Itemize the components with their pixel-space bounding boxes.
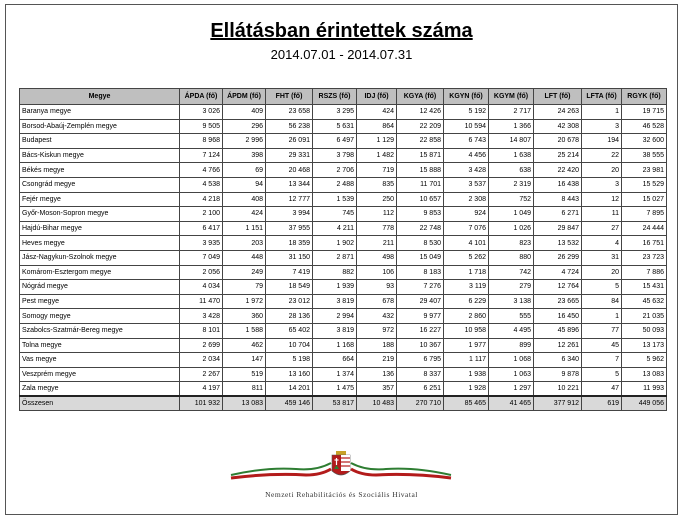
table-cell: 136 — [357, 367, 397, 382]
table-cell: 8 337 — [397, 367, 444, 382]
table-header-row — [20, 89, 667, 105]
table-cell: 23 723 — [622, 250, 667, 265]
table-cell: 250 — [357, 192, 397, 207]
table-cell: 719 — [357, 163, 397, 178]
table-row — [20, 250, 667, 265]
table-cell: 42 308 — [534, 119, 582, 134]
table-cell: 9 505 — [180, 119, 223, 134]
table-cell: 752 — [489, 192, 534, 207]
table-cell: 880 — [489, 250, 534, 265]
table-cell: 6 229 — [444, 294, 489, 309]
table-cell: 12 — [582, 192, 622, 207]
table-cell: 12 261 — [534, 338, 582, 353]
table-row — [20, 148, 667, 163]
total-label: Összesen — [20, 396, 180, 411]
table-cell: 4 724 — [534, 265, 582, 280]
table-cell: 1 049 — [489, 207, 534, 222]
date-range: 2014.07.01 - 2014.07.31 — [270, 47, 413, 62]
county-name: Csongrád megye — [20, 177, 180, 192]
table-cell: 778 — [357, 221, 397, 236]
table-cell: 13 160 — [266, 367, 313, 382]
table-cell: 864 — [357, 119, 397, 134]
table-cell: 22 748 — [397, 221, 444, 236]
table-cell: 45 632 — [622, 294, 667, 309]
table-cell: 1 475 — [313, 382, 357, 397]
total-cell: 449 056 — [622, 396, 667, 411]
table-cell: 4 495 — [489, 323, 534, 338]
table-cell: 742 — [489, 265, 534, 280]
table-cell: 678 — [357, 294, 397, 309]
table-cell: 899 — [489, 338, 534, 353]
table-cell: 835 — [357, 177, 397, 192]
table-cell: 249 — [223, 265, 266, 280]
table-cell: 20 — [582, 163, 622, 178]
table-cell: 13 344 — [266, 177, 313, 192]
table-cell: 409 — [223, 105, 266, 120]
table-cell: 16 751 — [622, 236, 667, 251]
column-header: RGYK (fő) — [622, 89, 667, 105]
table-cell: 972 — [357, 323, 397, 338]
county-name: Bács-Kiskun megye — [20, 148, 180, 163]
table-cell: 1 129 — [357, 134, 397, 149]
column-header: RSZS (fő) — [313, 89, 357, 105]
table-cell: 29 847 — [534, 221, 582, 236]
table-cell: 357 — [357, 382, 397, 397]
county-name: Pest megye — [20, 294, 180, 309]
table-cell: 11 — [582, 207, 622, 222]
table-cell: 10 367 — [397, 338, 444, 353]
table-cell: 29 331 — [266, 148, 313, 163]
table-cell: 15 888 — [397, 163, 444, 178]
table-cell: 56 238 — [266, 119, 313, 134]
table-cell: 279 — [489, 280, 534, 295]
table-cell: 424 — [357, 105, 397, 120]
table-cell: 3 994 — [266, 207, 313, 222]
table-cell: 360 — [223, 309, 266, 324]
table-cell: 69 — [223, 163, 266, 178]
county-name: Békés megye — [20, 163, 180, 178]
table-cell: 14 807 — [489, 134, 534, 149]
table-cell: 4 197 — [180, 382, 223, 397]
table-cell: 32 600 — [622, 134, 667, 149]
table-cell: 3 295 — [313, 105, 357, 120]
total-cell: 459 146 — [266, 396, 313, 411]
table-cell: 1 638 — [489, 148, 534, 163]
total-cell: 377 912 — [534, 396, 582, 411]
table-cell: 519 — [223, 367, 266, 382]
table-cell: 6 417 — [180, 221, 223, 236]
table-cell: 4 211 — [313, 221, 357, 236]
table-cell: 106 — [357, 265, 397, 280]
table-cell: 112 — [357, 207, 397, 222]
table-cell: 6 340 — [534, 353, 582, 368]
table-cell: 18 359 — [266, 236, 313, 251]
table-cell: 22 420 — [534, 163, 582, 178]
county-name: Komárom-Esztergom megye — [20, 265, 180, 280]
table-cell: 5 631 — [313, 119, 357, 134]
table-cell: 25 214 — [534, 148, 582, 163]
table-cell: 398 — [223, 148, 266, 163]
table-cell: 23 981 — [622, 163, 667, 178]
column-header: KGYA (fő) — [397, 89, 444, 105]
table-cell: 3 935 — [180, 236, 223, 251]
column-header: KGYN (fő) — [444, 89, 489, 105]
table-row — [20, 221, 667, 236]
table-row — [20, 236, 667, 251]
table-cell: 3 — [582, 177, 622, 192]
table-cell: 203 — [223, 236, 266, 251]
table-cell: 22 — [582, 148, 622, 163]
table-cell: 77 — [582, 323, 622, 338]
table-cell: 7 — [582, 353, 622, 368]
table-cell: 147 — [223, 353, 266, 368]
table-cell: 2 706 — [313, 163, 357, 178]
total-cell: 85 465 — [444, 396, 489, 411]
table-cell: 4 456 — [444, 148, 489, 163]
table-cell: 4 034 — [180, 280, 223, 295]
table-row — [20, 367, 667, 382]
table-cell: 13 083 — [622, 367, 667, 382]
table-cell: 2 267 — [180, 367, 223, 382]
table-cell: 5 — [582, 367, 622, 382]
table-cell: 31 — [582, 250, 622, 265]
table-cell: 2 996 — [223, 134, 266, 149]
table-row — [20, 309, 667, 324]
table-cell: 2 994 — [313, 309, 357, 324]
table-cell: 5 962 — [622, 353, 667, 368]
table-cell: 3 798 — [313, 148, 357, 163]
column-header: FHT (fő) — [266, 89, 313, 105]
table-cell: 823 — [489, 236, 534, 251]
table-cell: 23 665 — [534, 294, 582, 309]
table-cell: 424 — [223, 207, 266, 222]
table-cell: 15 871 — [397, 148, 444, 163]
table-cell: 84 — [582, 294, 622, 309]
table-cell: 5 192 — [444, 105, 489, 120]
total-cell: 53 817 — [313, 396, 357, 411]
total-cell: 41 465 — [489, 396, 534, 411]
table-cell: 24 444 — [622, 221, 667, 236]
table-cell: 16 438 — [534, 177, 582, 192]
table-cell: 555 — [489, 309, 534, 324]
table-cell: 20 468 — [266, 163, 313, 178]
column-header: LFTA (fő) — [582, 89, 622, 105]
table-cell: 7 886 — [622, 265, 667, 280]
column-header: KGYM (fő) — [489, 89, 534, 105]
total-cell: 13 083 — [223, 396, 266, 411]
table-cell: 26 299 — [534, 250, 582, 265]
table-cell: 26 091 — [266, 134, 313, 149]
table-cell: 3 138 — [489, 294, 534, 309]
table-cell: 1 939 — [313, 280, 357, 295]
county-name: Baranya megye — [20, 105, 180, 120]
table-cell: 1 297 — [489, 382, 534, 397]
table-cell: 1 — [582, 309, 622, 324]
table-cell: 3 537 — [444, 177, 489, 192]
table-cell: 19 715 — [622, 105, 667, 120]
table-cell: 1 938 — [444, 367, 489, 382]
table-cell: 194 — [582, 134, 622, 149]
table-cell: 8 443 — [534, 192, 582, 207]
table-cell: 47 — [582, 382, 622, 397]
table-cell: 15 027 — [622, 192, 667, 207]
table-cell: 23 012 — [266, 294, 313, 309]
org-name: Nemzeti Rehabilitációs és Szociális Hivatal — [265, 490, 418, 499]
table-cell: 7 076 — [444, 221, 489, 236]
table-cell: 5 262 — [444, 250, 489, 265]
total-cell: 619 — [582, 396, 622, 411]
table-row — [20, 265, 667, 280]
table-cell: 10 958 — [444, 323, 489, 338]
column-header: IDJ (fő) — [357, 89, 397, 105]
table-cell: 9 977 — [397, 309, 444, 324]
county-name: Veszprém megye — [20, 367, 180, 382]
table-cell: 22 858 — [397, 134, 444, 149]
table-cell: 1 977 — [444, 338, 489, 353]
table-cell: 14 201 — [266, 382, 313, 397]
table-cell: 2 871 — [313, 250, 357, 265]
table-cell: 18 549 — [266, 280, 313, 295]
table-cell: 12 426 — [397, 105, 444, 120]
table-cell: 1 374 — [313, 367, 357, 382]
table-cell: 10 221 — [534, 382, 582, 397]
table-cell: 6 795 — [397, 353, 444, 368]
table-cell: 664 — [313, 353, 357, 368]
report-page — [5, 4, 678, 515]
table-cell: 3 119 — [444, 280, 489, 295]
column-header: ÁPDA (fő) — [180, 89, 223, 105]
county-name: Tolna megye — [20, 338, 180, 353]
table-cell: 4 101 — [444, 236, 489, 251]
table-cell: 6 743 — [444, 134, 489, 149]
table-cell: 1 — [582, 105, 622, 120]
table-cell: 23 658 — [266, 105, 313, 120]
table-cell: 6 497 — [313, 134, 357, 149]
table-row — [20, 353, 667, 368]
total-cell: 10 483 — [357, 396, 397, 411]
table-cell: 16 227 — [397, 323, 444, 338]
table-cell: 7 124 — [180, 148, 223, 163]
table-cell: 498 — [357, 250, 397, 265]
table-cell: 93 — [357, 280, 397, 295]
table-cell: 4 218 — [180, 192, 223, 207]
county-name: Hajdú-Bihar megye — [20, 221, 180, 236]
table-row — [20, 177, 667, 192]
table-cell: 1 482 — [357, 148, 397, 163]
table-cell: 1 168 — [313, 338, 357, 353]
table-cell: 211 — [357, 236, 397, 251]
table-cell: 22 209 — [397, 119, 444, 134]
table-row — [20, 382, 667, 397]
table-cell: 12 777 — [266, 192, 313, 207]
table-cell: 9 853 — [397, 207, 444, 222]
table-row — [20, 119, 667, 134]
table-cell: 7 895 — [622, 207, 667, 222]
table-cell: 1 117 — [444, 353, 489, 368]
table-cell: 2 717 — [489, 105, 534, 120]
table-cell: 10 657 — [397, 192, 444, 207]
table-cell: 408 — [223, 192, 266, 207]
table-cell: 29 407 — [397, 294, 444, 309]
table-cell: 1 026 — [489, 221, 534, 236]
table-row — [20, 105, 667, 120]
table-body — [20, 105, 667, 397]
table-cell: 6 271 — [534, 207, 582, 222]
table-cell: 3 026 — [180, 105, 223, 120]
total-row — [20, 396, 667, 411]
table-cell: 10 594 — [444, 119, 489, 134]
county-name: Nógrád megye — [20, 280, 180, 295]
table-cell: 1 539 — [313, 192, 357, 207]
table-cell: 12 764 — [534, 280, 582, 295]
table-cell: 219 — [357, 353, 397, 368]
table-cell: 188 — [357, 338, 397, 353]
table-cell: 38 555 — [622, 148, 667, 163]
table-cell: 1 902 — [313, 236, 357, 251]
table-cell: 1 972 — [223, 294, 266, 309]
table-cell: 11 701 — [397, 177, 444, 192]
table-cell: 1 718 — [444, 265, 489, 280]
table-cell: 462 — [223, 338, 266, 353]
table-cell: 7 276 — [397, 280, 444, 295]
table-cell: 4 — [582, 236, 622, 251]
table-cell: 882 — [313, 265, 357, 280]
table-cell: 811 — [223, 382, 266, 397]
table-cell: 10 704 — [266, 338, 313, 353]
table-cell: 24 263 — [534, 105, 582, 120]
table-cell: 2 319 — [489, 177, 534, 192]
table-cell: 1 068 — [489, 353, 534, 368]
table-row — [20, 280, 667, 295]
table-row — [20, 192, 667, 207]
table-cell: 13 532 — [534, 236, 582, 251]
county-name: Jász-Nagykun-Szolnok megye — [20, 250, 180, 265]
table-cell: 296 — [223, 119, 266, 134]
table-cell: 2 100 — [180, 207, 223, 222]
table-cell: 7 419 — [266, 265, 313, 280]
table-cell: 16 450 — [534, 309, 582, 324]
table-cell: 13 173 — [622, 338, 667, 353]
county-name: Vas megye — [20, 353, 180, 368]
county-name: Győr-Moson-Sopron megye — [20, 207, 180, 222]
table-cell: 8 530 — [397, 236, 444, 251]
table-cell: 11 993 — [622, 382, 667, 397]
county-name: Budapest — [20, 134, 180, 149]
county-name: Zala megye — [20, 382, 180, 397]
table-cell: 20 — [582, 265, 622, 280]
table-cell: 79 — [223, 280, 266, 295]
table-cell: 50 093 — [622, 323, 667, 338]
table-cell: 432 — [357, 309, 397, 324]
table-cell: 6 251 — [397, 382, 444, 397]
table-cell: 3 428 — [180, 309, 223, 324]
table-cell: 37 955 — [266, 221, 313, 236]
table-cell: 4 766 — [180, 163, 223, 178]
table-cell: 2 034 — [180, 353, 223, 368]
county-name: Somogy megye — [20, 309, 180, 324]
table-row — [20, 134, 667, 149]
table-cell: 448 — [223, 250, 266, 265]
table-cell: 1 366 — [489, 119, 534, 134]
county-name: Borsod-Abaúj-Zemplén megye — [20, 119, 180, 134]
table-cell: 8 101 — [180, 323, 223, 338]
table-cell: 27 — [582, 221, 622, 236]
table-cell: 1 151 — [223, 221, 266, 236]
table-cell: 2 699 — [180, 338, 223, 353]
data-table — [19, 88, 667, 411]
table-cell: 46 528 — [622, 119, 667, 134]
table-cell: 3 819 — [313, 323, 357, 338]
table-cell: 8 183 — [397, 265, 444, 280]
table-cell: 65 402 — [266, 323, 313, 338]
column-header: Megye — [20, 89, 180, 105]
table-cell: 8 968 — [180, 134, 223, 149]
table-cell: 1 063 — [489, 367, 534, 382]
table-row — [20, 323, 667, 338]
county-name: Fejér megye — [20, 192, 180, 207]
table-cell: 2 860 — [444, 309, 489, 324]
table-cell: 3 — [582, 119, 622, 134]
table-cell: 15 431 — [622, 280, 667, 295]
table-cell: 45 896 — [534, 323, 582, 338]
total-cell: 101 932 — [180, 396, 223, 411]
table-cell: 2 056 — [180, 265, 223, 280]
table-cell: 5 198 — [266, 353, 313, 368]
table-cell: 745 — [313, 207, 357, 222]
column-header: LFT (fő) — [534, 89, 582, 105]
table-cell: 11 470 — [180, 294, 223, 309]
table-cell: 15 529 — [622, 177, 667, 192]
table-cell: 2 488 — [313, 177, 357, 192]
table-cell: 5 — [582, 280, 622, 295]
table-cell: 4 538 — [180, 177, 223, 192]
table-cell: 9 878 — [534, 367, 582, 382]
table-row — [20, 294, 667, 309]
table-cell: 7 049 — [180, 250, 223, 265]
table-cell: 1 588 — [223, 323, 266, 338]
table-cell: 3 428 — [444, 163, 489, 178]
coat-of-arms-icon — [226, 445, 456, 491]
table-row — [20, 163, 667, 178]
table-cell: 15 049 — [397, 250, 444, 265]
table-cell: 1 928 — [444, 382, 489, 397]
table-cell: 94 — [223, 177, 266, 192]
column-header: ÁPDM (fő) — [223, 89, 266, 105]
total-cell: 270 710 — [397, 396, 444, 411]
table-cell: 31 150 — [266, 250, 313, 265]
table-cell: 20 678 — [534, 134, 582, 149]
county-name: Heves megye — [20, 236, 180, 251]
table-row — [20, 338, 667, 353]
table-cell: 2 308 — [444, 192, 489, 207]
county-name: Szabolcs-Szatmár-Bereg megye — [20, 323, 180, 338]
page-title: Ellátásban érintettek száma — [210, 20, 473, 42]
table-cell: 3 819 — [313, 294, 357, 309]
table-cell: 21 035 — [622, 309, 667, 324]
table-cell: 28 136 — [266, 309, 313, 324]
table-row — [20, 207, 667, 222]
table-cell: 45 — [582, 338, 622, 353]
table-cell: 638 — [489, 163, 534, 178]
table-cell: 924 — [444, 207, 489, 222]
